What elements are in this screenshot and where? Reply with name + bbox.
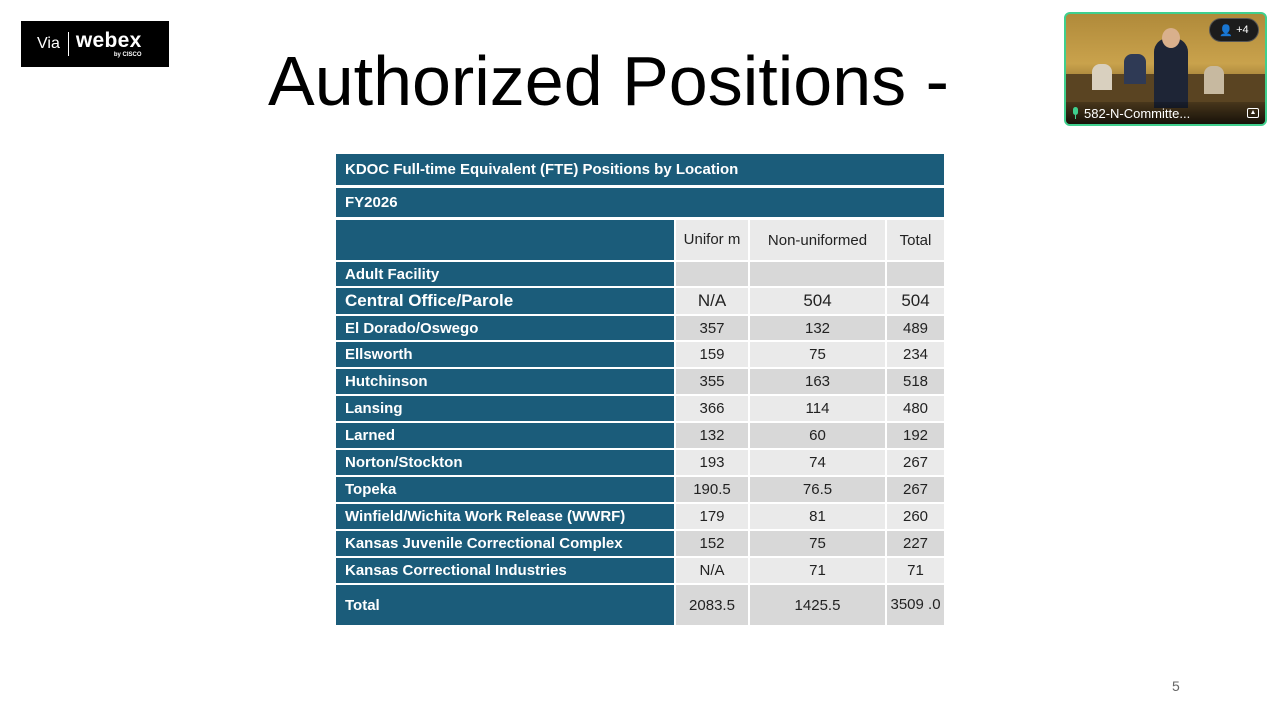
non-uniformed-value: 76.5 xyxy=(750,477,887,504)
non-uniformed-value: 81 xyxy=(750,504,887,531)
total-value: 267 xyxy=(887,450,944,477)
uniformed-value: 355 xyxy=(676,369,750,396)
location-name: Topeka xyxy=(336,477,676,504)
uniformed-value: 366 xyxy=(676,396,750,423)
location-name: Winfield/Wichita Work Release (WWRF) xyxy=(336,504,676,531)
total-value: 234 xyxy=(887,342,944,369)
total-row xyxy=(336,585,944,627)
table-row xyxy=(336,396,944,423)
total-value: 480 xyxy=(887,396,944,423)
column-header-row xyxy=(336,220,944,262)
total-non-uniformed: 1425.5 xyxy=(750,585,887,627)
participants-badge[interactable] xyxy=(1209,18,1259,42)
uniformed-value: 357 xyxy=(676,316,750,342)
location-name: Hutchinson xyxy=(336,369,676,396)
table-row xyxy=(336,450,944,477)
table-row xyxy=(336,316,944,342)
fte-positions-table xyxy=(336,154,944,627)
table-row xyxy=(336,558,944,585)
table-title-row xyxy=(336,154,944,188)
total-value: 260 xyxy=(887,504,944,531)
uniformed-value: 190.5 xyxy=(676,477,750,504)
microphone-icon xyxy=(1072,107,1079,119)
non-uniformed-value: 75 xyxy=(750,531,887,558)
header-blank-cell xyxy=(336,220,676,262)
non-uniformed-value: 71 xyxy=(750,558,887,585)
empty-cell xyxy=(887,262,944,288)
location-name: Ellsworth xyxy=(336,342,676,369)
non-uniformed-value: 74 xyxy=(750,450,887,477)
table-row xyxy=(336,423,944,450)
person-icon: 👤 xyxy=(1219,24,1234,37)
total-value: 267 xyxy=(887,477,944,504)
total-value: 227 xyxy=(887,531,944,558)
header-total: Total xyxy=(887,220,944,262)
table-row xyxy=(336,504,944,531)
header-uniformed: Unifor m xyxy=(676,220,750,262)
share-screen-icon[interactable] xyxy=(1247,108,1259,118)
uniformed-value: N/A xyxy=(676,558,750,585)
fiscal-year-row xyxy=(336,188,944,220)
uniformed-value: N/A xyxy=(676,288,750,316)
video-speaker-head-shape xyxy=(1162,28,1180,48)
total-label: Total xyxy=(336,585,676,627)
participants-count: +4 xyxy=(1236,24,1249,36)
table-title: KDOC Full-time Equivalent (FTE) Positions by Location xyxy=(336,154,944,188)
empty-cell xyxy=(750,262,887,288)
fiscal-year-label: FY2026 xyxy=(336,188,944,220)
total-uniformed: 2083.5 xyxy=(676,585,750,627)
non-uniformed-value: 60 xyxy=(750,423,887,450)
non-uniformed-value: 114 xyxy=(750,396,887,423)
table-row xyxy=(336,369,944,396)
participant-name: 582-N-Committe... xyxy=(1084,105,1191,121)
logo-divider xyxy=(68,32,69,56)
location-name: Kansas Juvenile Correctional Complex xyxy=(336,531,676,558)
participant-video-tile[interactable] xyxy=(1064,12,1267,126)
non-uniformed-value: 132 xyxy=(750,316,887,342)
location-name: Central Office/Parole xyxy=(336,288,676,316)
total-value: 192 xyxy=(887,423,944,450)
logo-brand-text: webex xyxy=(75,29,142,52)
non-uniformed-value: 75 xyxy=(750,342,887,369)
webex-logo xyxy=(21,21,169,67)
video-person-shape xyxy=(1124,54,1146,84)
location-name: Norton/Stockton xyxy=(336,450,676,477)
table-row xyxy=(336,531,944,558)
empty-cell xyxy=(676,262,750,288)
table-row xyxy=(336,288,944,316)
slide-title: Authorized Positions - xyxy=(268,42,949,120)
total-value: 504 xyxy=(887,288,944,316)
logo-sub-text: by CISCO xyxy=(113,52,142,58)
video-speaker-shape xyxy=(1154,38,1188,108)
uniformed-value: 193 xyxy=(676,450,750,477)
video-person-shape xyxy=(1204,66,1224,94)
page-number: 5 xyxy=(1172,678,1180,694)
non-uniformed-value: 163 xyxy=(750,369,887,396)
non-uniformed-value: 504 xyxy=(750,288,887,316)
section-row xyxy=(336,262,944,288)
table-row xyxy=(336,342,944,369)
section-label: Adult Facility xyxy=(336,262,676,288)
uniformed-value: 159 xyxy=(676,342,750,369)
table-row xyxy=(336,477,944,504)
logo-via-text: Via xyxy=(37,35,60,52)
video-person-shape xyxy=(1092,64,1112,90)
total-value: 71 xyxy=(887,558,944,585)
header-non-uniformed: Non-uniformed xyxy=(750,220,887,262)
location-name: El Dorado/Oswego xyxy=(336,316,676,342)
logo-brand xyxy=(76,30,142,58)
total-value: 489 xyxy=(887,316,944,342)
video-name-bar xyxy=(1066,102,1265,124)
location-name: Kansas Correctional Industries xyxy=(336,558,676,585)
uniformed-value: 179 xyxy=(676,504,750,531)
location-name: Larned xyxy=(336,423,676,450)
grand-total: 3509 .0 xyxy=(887,585,944,627)
location-name: Lansing xyxy=(336,396,676,423)
uniformed-value: 132 xyxy=(676,423,750,450)
total-value: 518 xyxy=(887,369,944,396)
uniformed-value: 152 xyxy=(676,531,750,558)
